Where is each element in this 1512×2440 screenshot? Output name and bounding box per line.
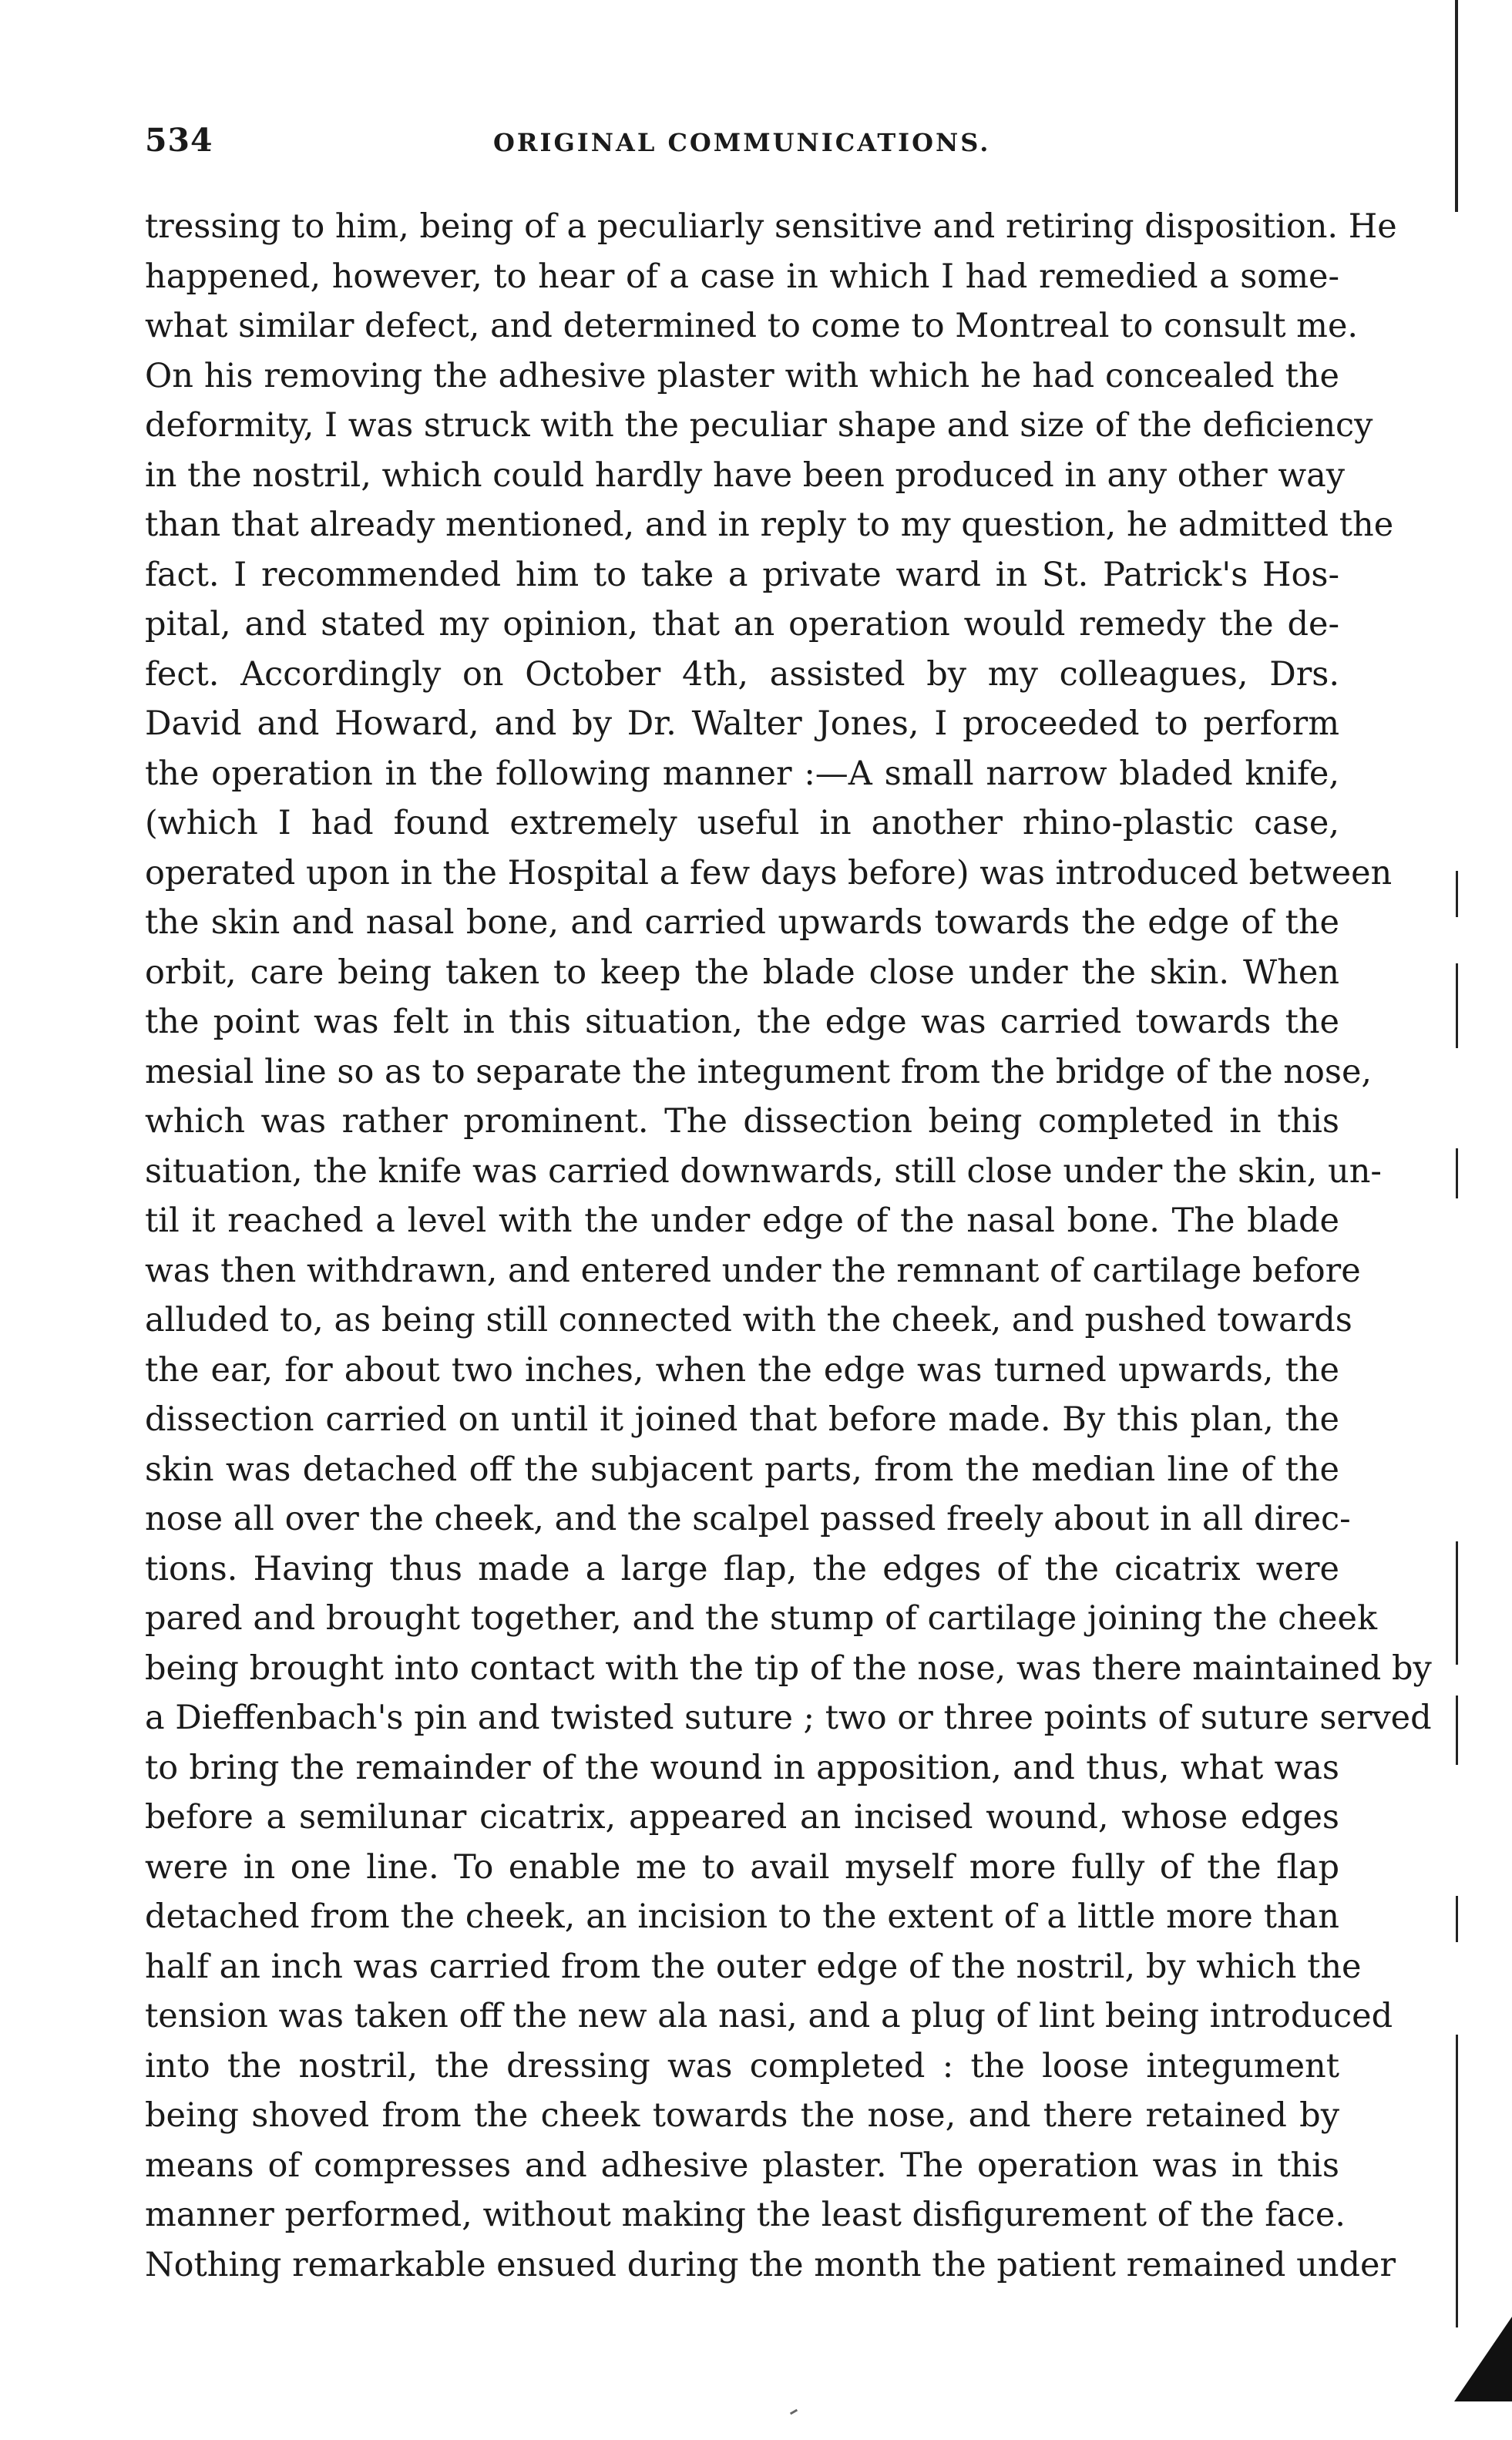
text-line: til it reached a level with the under edge of the nasal bone. The blade [145, 1202, 1339, 1240]
text-line: manner performed, without making the least disfigurement of the face. [145, 2196, 1346, 2234]
text-line: before a semilunar cicatrix, appeared an incised wound, whose edges [145, 1798, 1339, 1837]
text-line: pared and brought together, and the stump of cartilage joining the cheek [145, 1599, 1377, 1638]
text-line: than that already mentioned, and in reply to my question, he admitted the [145, 506, 1394, 544]
body-text [145, 202, 1432, 2290]
text-line: alluded to, as being still connected with the cheek, and pushed towards [145, 1301, 1352, 1339]
page-edge-line [1456, 1896, 1458, 1942]
text-line: David and Howard, and by Dr. Walter Jones, I proceeded to perform [145, 704, 1339, 743]
page-edge-line [1456, 871, 1458, 917]
text-line: tension was taken off the new ala nasi, and a plug of lint being introduced [145, 1997, 1393, 2035]
text-line: which was rather prominent. The dissection being completed in this [145, 1102, 1339, 1141]
text-line: the ear, for about two inches, when the edge was turned upwards, the [145, 1350, 1339, 1390]
text-line: situation, the knife was carried downwards, still close under the skin, un- [145, 1151, 1382, 1191]
text-line: detached from the cheek, an incision to the extent of a little more than [145, 1897, 1339, 1936]
text-line: half an inch was carried from the outer edge of the nostril, by which the [145, 1947, 1362, 1986]
page-edge-line [1456, 1541, 1458, 1665]
text-line: a Dieffenbach's pin and twisted suture ; two or three points of suture served [145, 1699, 1432, 1737]
text-line: Nothing remarkable ensued during the month the patient remained under [145, 2245, 1396, 2284]
text-line: mesial line so as to separate the integument from the bridge of the nose, [145, 1052, 1373, 1091]
running-title: ORIGINAL COMMUNICATIONS. [493, 128, 991, 157]
text-line: into the nostril, the dressing was completed : the loose integument [145, 2046, 1339, 2085]
text-line: being shoved from the cheek towards the nose, and there retained by [145, 2096, 1339, 2135]
page-edge-line [1456, 1148, 1458, 1198]
page-header [145, 122, 1324, 168]
text-line: fact. I recommended him to take a private ward in St. Patrick's Hos- [145, 555, 1339, 594]
text-line: the skin and nasal bone, and carried upwards towards the edge of the [145, 903, 1339, 942]
text-line: skin was detached off the subjacent parts, from the median line of the [145, 1450, 1339, 1489]
text-line: tressing to him, being of a peculiarly sensitive and retiring disposition. He [145, 207, 1397, 246]
text-line: dissection carried on until it joined that before made. By this plan, the [145, 1400, 1339, 1439]
text-line: nose all over the cheek, and the scalpel passed freely about in all direc- [145, 1500, 1351, 1538]
text-line: On his removing the adhesive plaster with which he had concealed the [145, 356, 1339, 395]
page-edge-line [1456, 1696, 1458, 1765]
stray-mark [790, 2409, 798, 2415]
page-edge-line [1455, 0, 1458, 212]
text-line: what similar defect, and determined to come to Montreal to consult me. [145, 307, 1359, 345]
text-line: being brought into contact with the tip of the nose, was there maintained by [145, 1649, 1432, 1688]
text-line: the point was felt in this situation, the edge was carried towards the [145, 1003, 1339, 1041]
page-number: 534 [145, 122, 213, 159]
text-line: (which I had found extremely useful in another rhino-plastic case, [145, 804, 1339, 842]
text-line: means of compresses and adhesive plaster. The operation was in this [145, 2146, 1339, 2185]
text-line: was then withdrawn, and entered under the remnant of cartilage before [145, 1251, 1361, 1290]
text-line: happened, however, to hear of a case in which I had remedied a some- [145, 257, 1339, 296]
text-line: in the nostril, which could hardly have been produced in any other way [145, 455, 1346, 495]
page-corner-mark [1454, 2317, 1512, 2401]
page-edge-line [1456, 2035, 1458, 2327]
text-line: to bring the remainder of the wound in apposition, and thus, what was [145, 1748, 1339, 1787]
page-edge-line [1456, 963, 1458, 1048]
text-line: were in one line. To enable me to avail myself more fully of the flap [145, 1847, 1339, 1887]
text-line: fect. Accordingly on October 4th, assisted by my colleagues, Drs. [145, 654, 1339, 694]
text-line: pital, and stated my opinion, that an operation would remedy the de- [145, 605, 1339, 644]
text-line: operated upon in the Hospital a few days before) was introduced between [145, 853, 1393, 892]
text-line: deformity, I was struck with the peculiar shape and size of the deficiency [145, 406, 1373, 445]
text-line: orbit, care being taken to keep the blade close under the skin. When [145, 953, 1339, 992]
text-line: the operation in the following manner :—A small narrow bladed knife, [145, 754, 1339, 793]
text-line: tions. Having thus made a large flap, the edges of the cicatrix were [145, 1549, 1339, 1588]
